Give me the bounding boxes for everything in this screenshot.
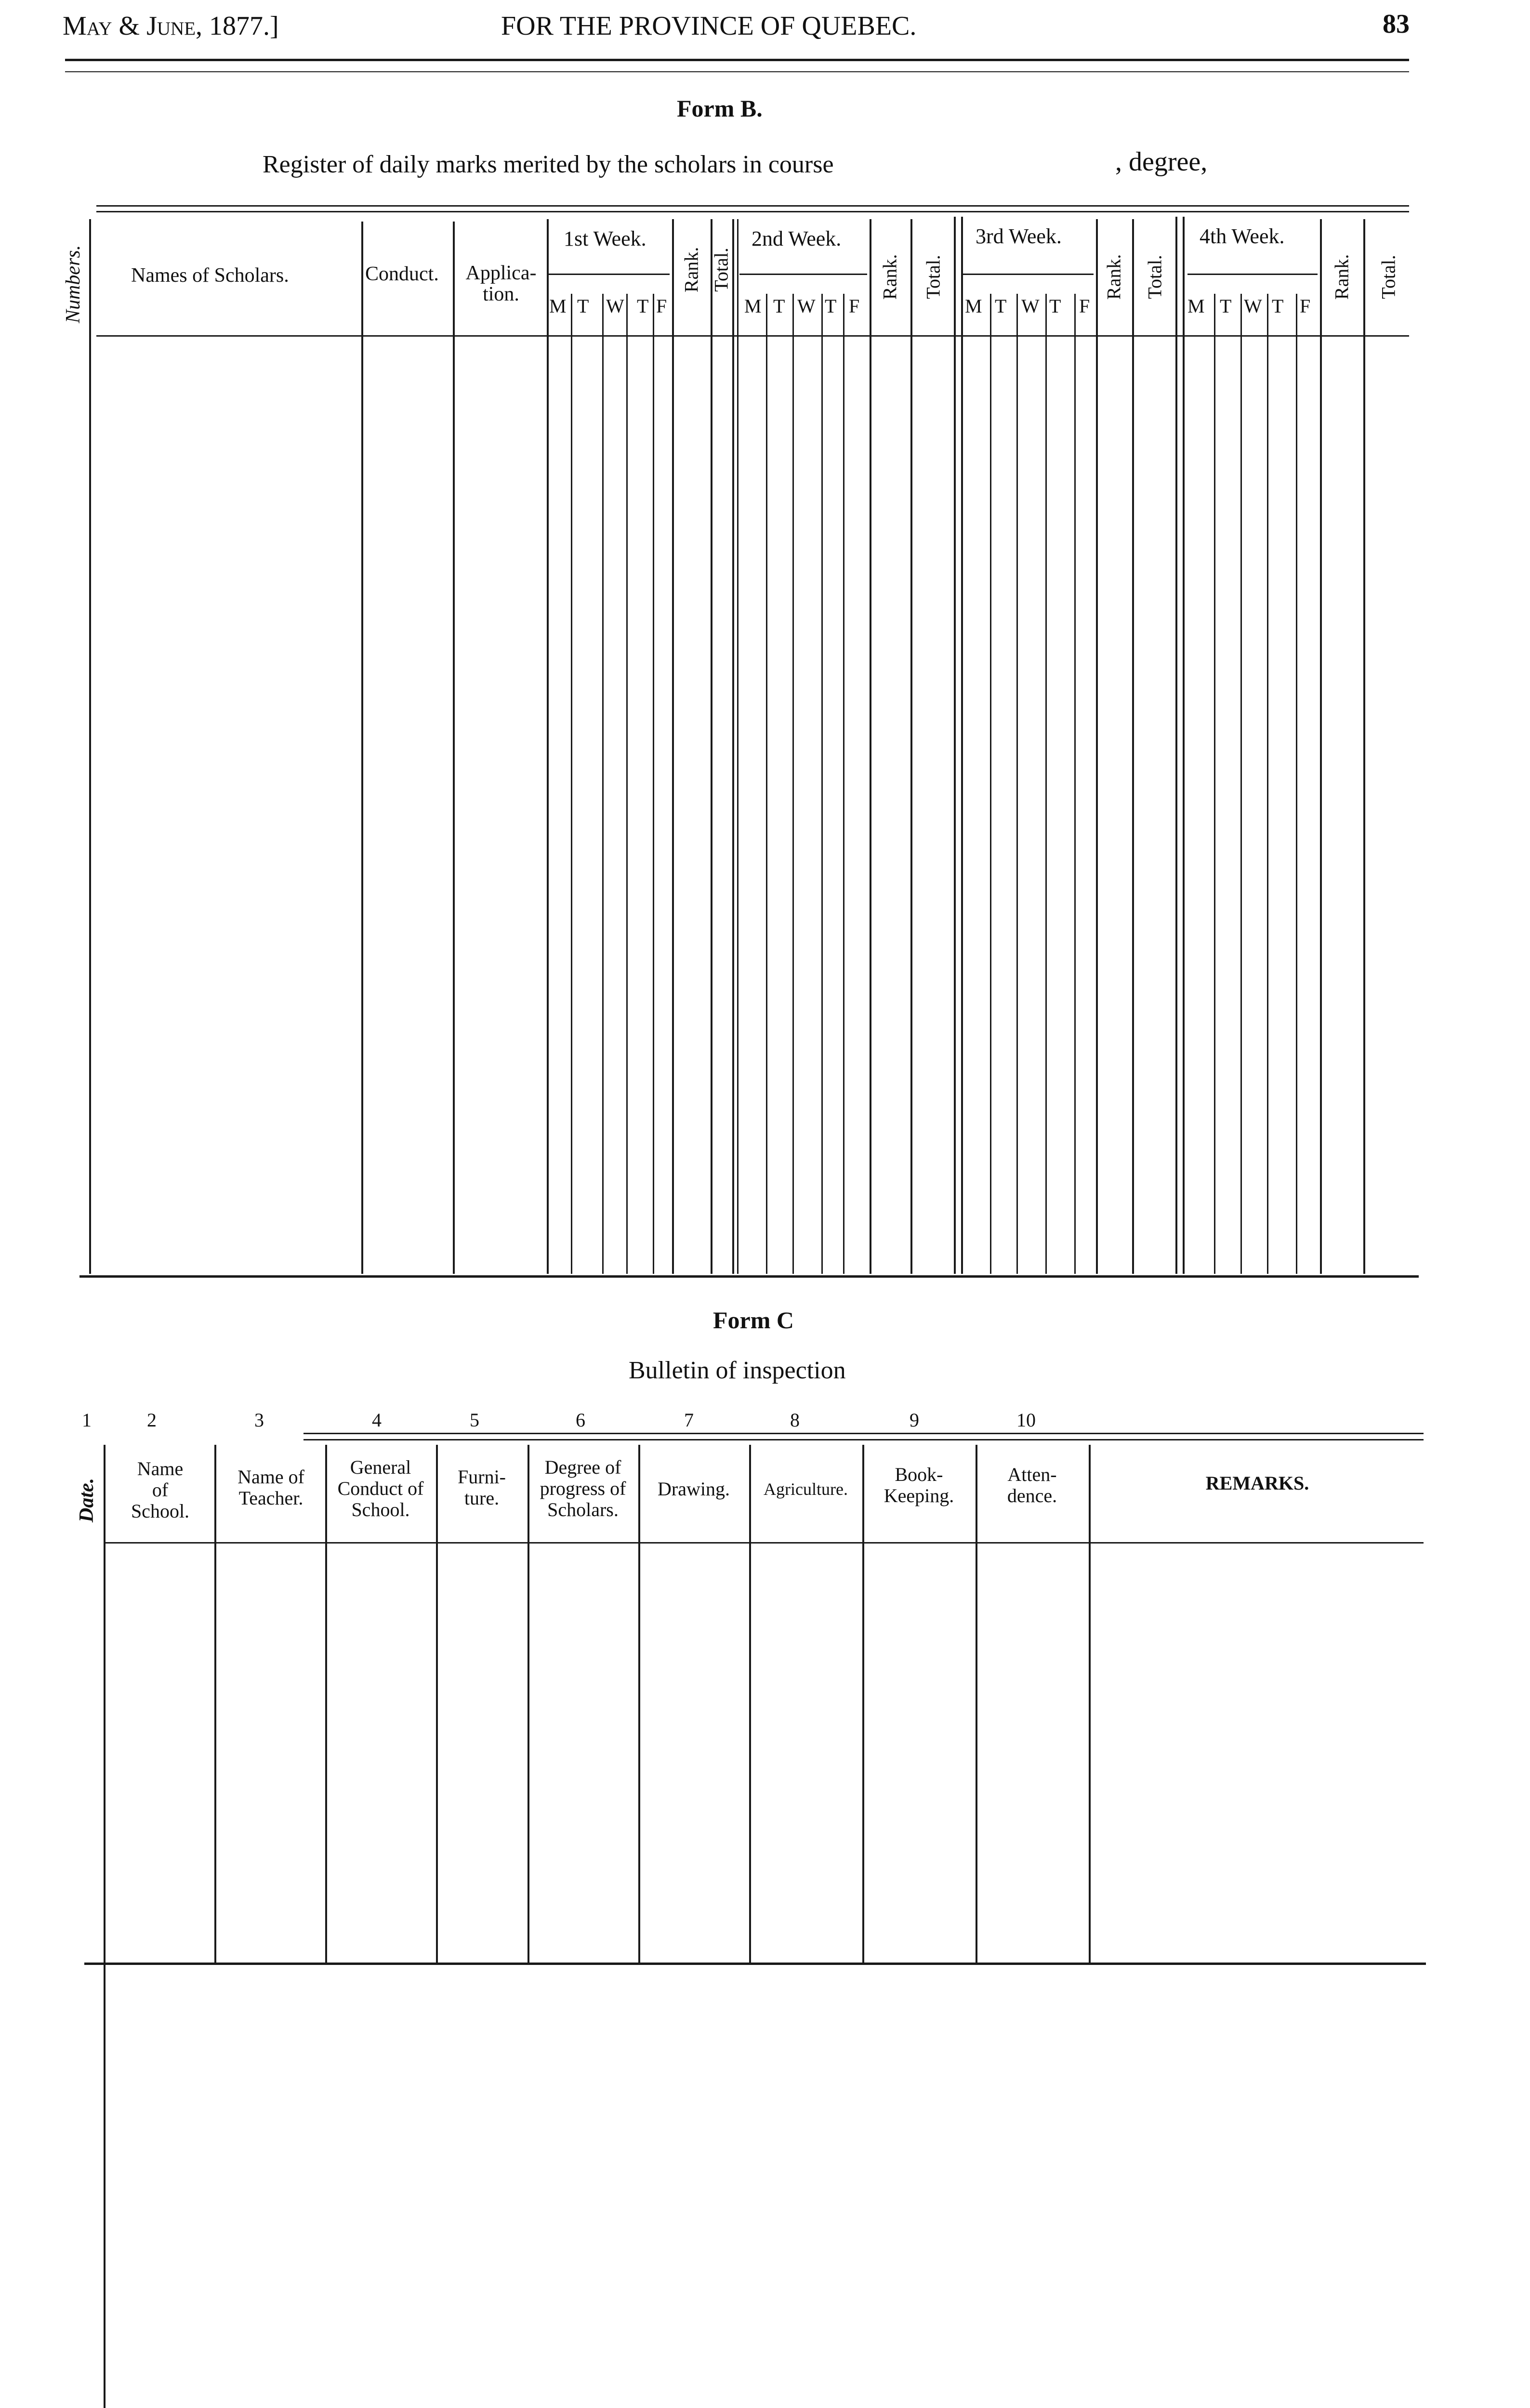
col-line bbox=[732, 219, 734, 1274]
col-line bbox=[990, 294, 991, 1274]
col-line bbox=[1045, 294, 1047, 1274]
day-label: T bbox=[1220, 295, 1232, 317]
col-line bbox=[638, 1445, 640, 1963]
day-label: M bbox=[965, 295, 982, 317]
col-line bbox=[843, 294, 844, 1274]
form-c-top-rule bbox=[303, 1433, 1424, 1434]
col-line bbox=[325, 1445, 327, 1963]
col-number: 9 bbox=[910, 1409, 919, 1431]
furniture-header: Furni- ture. bbox=[458, 1466, 506, 1509]
col-line bbox=[1096, 219, 1098, 1274]
col-number: 6 bbox=[576, 1409, 585, 1431]
day-label: F bbox=[1079, 295, 1090, 317]
col-line bbox=[737, 219, 739, 1274]
name-of-teacher-header: Name of Teacher. bbox=[237, 1466, 304, 1509]
col-line bbox=[976, 1445, 977, 1963]
week-4-header: 4th Week. bbox=[1200, 224, 1285, 248]
week2-rule bbox=[739, 274, 867, 275]
col-line bbox=[602, 294, 604, 1274]
agriculture-header: Agriculture. bbox=[764, 1479, 848, 1499]
form-c-title: Form C bbox=[713, 1307, 794, 1334]
day-label: T bbox=[995, 295, 1007, 317]
form-b-title: Form B. bbox=[677, 95, 763, 122]
col-line bbox=[954, 217, 956, 1274]
form-b-top-rule-2 bbox=[96, 211, 1409, 212]
col-line bbox=[910, 219, 912, 1274]
day-label: T bbox=[1049, 295, 1061, 317]
day-label: M bbox=[744, 295, 762, 317]
numbers-header: Numbers. bbox=[62, 245, 84, 324]
form-c-subtitle: Bulletin of inspection bbox=[629, 1357, 846, 1384]
col-line bbox=[1183, 217, 1185, 1274]
col-line bbox=[453, 222, 455, 1274]
col-line bbox=[626, 294, 628, 1274]
day-label: W bbox=[1244, 295, 1262, 317]
day-label: T bbox=[1272, 295, 1284, 317]
col-line bbox=[711, 219, 712, 1274]
col-line bbox=[104, 1445, 106, 2408]
general-conduct-header: General Conduct of School. bbox=[337, 1456, 424, 1520]
day-label: M bbox=[549, 295, 567, 317]
name-of-school-header: Name of School. bbox=[131, 1458, 190, 1522]
col-number: 8 bbox=[790, 1409, 800, 1431]
total-header: Total. bbox=[1377, 255, 1399, 299]
col-line bbox=[1016, 294, 1018, 1274]
col-line bbox=[528, 1445, 529, 1963]
col-line bbox=[766, 294, 767, 1274]
col-line bbox=[436, 1445, 438, 1963]
remarks-header: REMARKS. bbox=[1205, 1472, 1309, 1494]
col-line bbox=[571, 294, 572, 1274]
col-line bbox=[1132, 219, 1134, 1274]
form-c-top-rule-2 bbox=[303, 1439, 1424, 1440]
rank-header: Rank. bbox=[680, 247, 702, 293]
col-line bbox=[1214, 294, 1215, 1274]
col-line bbox=[1240, 294, 1242, 1274]
header-rule-thin bbox=[65, 71, 1409, 72]
col-line bbox=[653, 294, 654, 1274]
day-label: W bbox=[1021, 295, 1040, 317]
col-line bbox=[214, 1445, 216, 1963]
col-number: 10 bbox=[1016, 1409, 1036, 1431]
day-label: T bbox=[577, 295, 589, 317]
total-header: Total. bbox=[1144, 255, 1166, 299]
week-2-header: 2nd Week. bbox=[752, 227, 842, 250]
col-line bbox=[749, 1445, 751, 1963]
day-label: T bbox=[637, 295, 649, 317]
form-b-header-rule bbox=[96, 335, 1409, 337]
day-label: T bbox=[825, 295, 837, 317]
attendence-header: Atten- dence. bbox=[1007, 1464, 1057, 1506]
col-line bbox=[1089, 1445, 1091, 1963]
col-number: 2 bbox=[147, 1409, 157, 1431]
drawing-header: Drawing. bbox=[658, 1478, 730, 1500]
form-b-degree: , degree, bbox=[1115, 147, 1208, 177]
book-keeping-header: Book- Keeping. bbox=[884, 1464, 954, 1506]
total-header: Total. bbox=[710, 248, 732, 292]
day-label: T bbox=[773, 295, 785, 317]
col-line bbox=[672, 219, 674, 1274]
col-number: 4 bbox=[372, 1409, 382, 1431]
day-label: F bbox=[849, 295, 860, 317]
total-header: Total. bbox=[922, 255, 944, 299]
col-line bbox=[862, 1445, 864, 1963]
col-line bbox=[821, 294, 823, 1274]
col-line bbox=[961, 217, 963, 1274]
col-number: 1 bbox=[82, 1409, 92, 1431]
week-3-header: 3rd Week. bbox=[976, 224, 1062, 248]
form-b-subtitle: Register of daily marks merited by the scholars in course bbox=[263, 151, 834, 178]
form-c-bottom-rule bbox=[84, 1963, 1426, 1965]
week3-rule bbox=[961, 274, 1094, 275]
day-label: W bbox=[797, 295, 816, 317]
rank-header: Rank. bbox=[1103, 254, 1125, 300]
date-header: Date. bbox=[76, 1478, 98, 1523]
day-label: M bbox=[1187, 295, 1205, 317]
names-header: Names of Scholars. bbox=[131, 264, 289, 287]
rank-header: Rank. bbox=[879, 254, 901, 300]
col-line bbox=[547, 219, 549, 1274]
week4-rule bbox=[1187, 274, 1318, 275]
header-date: May & June, 1877.] bbox=[63, 11, 279, 41]
form-b-top-rule bbox=[96, 205, 1409, 207]
form-c-header-rule bbox=[104, 1542, 1424, 1544]
col-number: 5 bbox=[470, 1409, 479, 1431]
col-line bbox=[1320, 219, 1322, 1274]
col-line bbox=[792, 294, 794, 1274]
col-line bbox=[870, 219, 871, 1274]
page-number: 83 bbox=[1383, 9, 1410, 39]
col-line bbox=[1074, 294, 1076, 1274]
col-number: 7 bbox=[684, 1409, 694, 1431]
day-label: F bbox=[1300, 295, 1311, 317]
col-line bbox=[361, 222, 363, 1274]
degree-progress-header: Degree of progress of Scholars. bbox=[540, 1456, 626, 1520]
col-line bbox=[1363, 219, 1365, 1274]
col-line bbox=[1296, 294, 1297, 1274]
col-number: 3 bbox=[254, 1409, 264, 1431]
col-line bbox=[1267, 294, 1268, 1274]
conduct-header: Conduct. bbox=[365, 263, 439, 285]
header-rule bbox=[65, 59, 1409, 61]
col-line bbox=[89, 219, 91, 1274]
header-title: FOR THE PROVINCE OF QUEBEC. bbox=[501, 11, 917, 41]
form-b-bottom-rule bbox=[79, 1275, 1419, 1278]
col-line bbox=[1175, 217, 1177, 1274]
week-1-header: 1st Week. bbox=[564, 227, 646, 250]
day-label: W bbox=[606, 295, 624, 317]
week1-rule bbox=[547, 274, 670, 275]
rank-header: Rank. bbox=[1331, 254, 1353, 300]
day-label: F bbox=[656, 295, 667, 317]
application-header: Applica- tion. bbox=[465, 262, 537, 305]
